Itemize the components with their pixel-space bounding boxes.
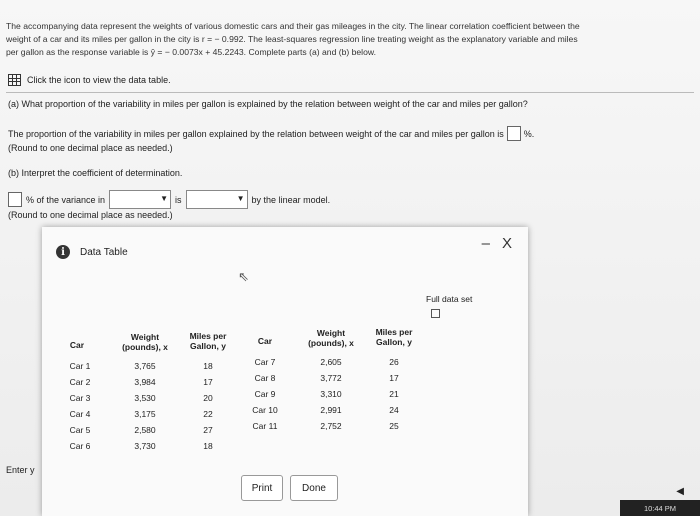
close-button[interactable]: X bbox=[501, 235, 512, 252]
divider bbox=[6, 92, 694, 93]
data-table-dialog bbox=[42, 227, 528, 516]
table-cell-mpg: 27 bbox=[203, 425, 213, 435]
enter-answer-hint: Enter y bbox=[6, 465, 35, 475]
table-cell-mpg: 20 bbox=[203, 393, 213, 403]
part-b-text-2: is bbox=[175, 194, 182, 205]
view-data-label: Click the icon to view the data table. bbox=[27, 75, 171, 85]
part-b-text-1: % of the variance in bbox=[26, 194, 106, 205]
dialog-title: Data Table bbox=[80, 246, 128, 258]
table-cell-weight: 2,991 bbox=[320, 405, 342, 415]
info-icon: i bbox=[56, 245, 70, 259]
table-cell-car: Car 7 bbox=[254, 357, 276, 367]
data-table bbox=[42, 227, 528, 467]
part-a-answer-row bbox=[8, 126, 534, 141]
part-b-text-3: by the linear model. bbox=[251, 194, 331, 205]
table-cell-weight: 2,605 bbox=[320, 357, 342, 367]
intro-line-3: per gallon as the response variable is ŷ = − 0.0073x + 45.2243. Complete parts (a) and (b) below. bbox=[6, 47, 376, 57]
table-cell-mpg: 17 bbox=[203, 377, 213, 387]
data-table-icon[interactable] bbox=[8, 74, 21, 86]
table-cell-weight: 3,730 bbox=[134, 441, 156, 451]
table-cell-mpg: 17 bbox=[389, 373, 399, 383]
table-cell-weight: 3,772 bbox=[320, 373, 342, 383]
taskbar bbox=[620, 500, 700, 516]
col-header-mpg: Miles per Gallon, y bbox=[189, 331, 227, 351]
taskbar-clock: 10:44 PM bbox=[643, 503, 677, 513]
part-a-answer-prefix: The proportion of the variability in miles per gallon explained by the relation between weight of the car and miles per gallon is bbox=[8, 128, 504, 139]
table-cell-car: Car 5 bbox=[69, 425, 91, 435]
part-b-question: (b) Interpret the coefficient of determination. bbox=[8, 168, 183, 178]
table-cell-mpg: 26 bbox=[389, 357, 399, 367]
part-b-percent-input[interactable] bbox=[8, 192, 22, 207]
view-data-row[interactable] bbox=[8, 74, 171, 86]
part-b-round-note: (Round to one decimal place as needed.) bbox=[8, 210, 173, 220]
intro-line-1: The accompanying data represent the weights of various domestic cars and their gas mileages in the city. The linear correlation coefficient between the bbox=[6, 21, 580, 31]
table-cell-weight: 2,752 bbox=[320, 421, 342, 431]
done-button[interactable]: Done bbox=[290, 475, 338, 501]
print-button[interactable]: Print bbox=[241, 475, 283, 501]
col-header-mpg-2: Miles per Gallon, y bbox=[375, 327, 413, 347]
col-header-weight: Weight (pounds), x bbox=[122, 332, 168, 352]
intro-line-2: weight of a car and its miles per gallon in the city is r = − 0.992. The least-squares regression line treating weight as the explanatory variable and miles bbox=[6, 34, 578, 44]
table-cell-mpg: 24 bbox=[389, 405, 399, 415]
mouse-cursor-icon: ⇖ bbox=[238, 269, 249, 284]
part-b-answer-row bbox=[8, 190, 330, 209]
table-cell-car: Car 10 bbox=[252, 405, 278, 415]
explained-dropdown[interactable] bbox=[186, 190, 248, 209]
table-cell-weight: 3,175 bbox=[134, 409, 156, 419]
problem-intro bbox=[6, 20, 694, 59]
col-header-car-2: Car bbox=[257, 336, 273, 346]
part-a-answer-input[interactable] bbox=[507, 126, 521, 141]
table-cell-weight: 2,580 bbox=[134, 425, 156, 435]
full-data-set-link[interactable]: Full data set bbox=[426, 294, 473, 304]
table-cell-weight: 3,984 bbox=[134, 377, 156, 387]
dropdown-arrow-icon: ▼ bbox=[236, 194, 245, 203]
table-cell-car: Car 1 bbox=[69, 361, 91, 371]
table-cell-car: Car 2 bbox=[69, 377, 91, 387]
table-cell-mpg: 18 bbox=[203, 361, 213, 371]
part-a-round-note: (Round to one decimal place as needed.) bbox=[8, 143, 173, 153]
table-cell-weight: 3,530 bbox=[134, 393, 156, 403]
table-cell-mpg: 21 bbox=[389, 389, 399, 399]
col-header-weight-2: Weight (pounds), x bbox=[308, 328, 354, 348]
table-cell-car: Car 6 bbox=[69, 441, 91, 451]
table-cell-mpg: 18 bbox=[203, 441, 213, 451]
dropdown-arrow-icon: ▼ bbox=[160, 194, 169, 203]
table-cell-car: Car 9 bbox=[254, 389, 276, 399]
table-cell-weight: 3,765 bbox=[134, 361, 156, 371]
table-cell-car: Car 8 bbox=[254, 373, 276, 383]
table-cell-car: Car 11 bbox=[252, 421, 278, 431]
part-a-question: (a) What proportion of the variability in miles per gallon is explained by the relation between weight of the car and miles per gallon? bbox=[8, 99, 528, 109]
minimize-button[interactable]: – bbox=[481, 235, 490, 252]
table-cell-weight: 3,310 bbox=[320, 389, 342, 399]
table-cell-car: Car 4 bbox=[69, 409, 91, 419]
part-a-answer-suffix: %. bbox=[523, 128, 535, 139]
back-arrow-icon[interactable]: ◀ bbox=[676, 486, 684, 497]
variance-dropdown[interactable] bbox=[109, 190, 171, 209]
col-header-car: Car bbox=[69, 340, 85, 350]
table-cell-mpg: 22 bbox=[203, 409, 213, 419]
table-cell-car: Car 3 bbox=[69, 393, 91, 403]
table-cell-mpg: 25 bbox=[389, 421, 399, 431]
